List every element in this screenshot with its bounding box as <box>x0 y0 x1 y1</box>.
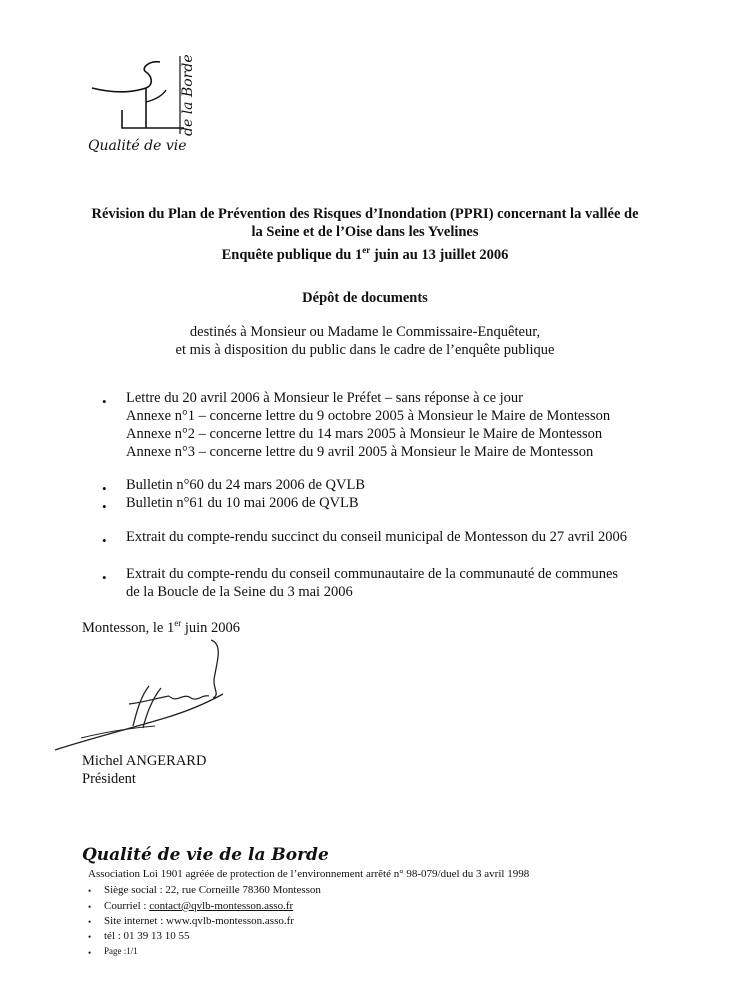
footer-legal: Association Loi 1901 agréée de protection de l’environnement arrêté n° 98-079/duel du 3 avril 1998 <box>88 868 530 880</box>
document-title-line1: Révision du Plan de Prévention des Risques d’Inondation (PPRI) concernant la vallée de <box>91 206 639 222</box>
list-item: Extrait du compte-rendu du conseil communautaire de la communauté de communes <box>126 566 619 582</box>
bullet-icon: • <box>102 394 107 409</box>
footer-page-number: Page :1/1 <box>104 946 138 956</box>
footer-address: Siège social : 22, rue Corneille 78360 Montesson <box>104 884 321 896</box>
footer-website: Site internet : www.qvlb-montesson.asso.fr <box>104 915 294 927</box>
bullet-icon: • <box>102 481 107 496</box>
document-subtitle: Dépôt de documents <box>302 290 428 306</box>
annex-item: Annexe n°2 – concerne lettre du 14 mars 2005 à Monsieur le Maire de Montesson <box>126 426 603 442</box>
bullet-icon: • <box>102 570 107 585</box>
handwritten-signature <box>45 632 245 757</box>
bullet-icon: • <box>88 948 92 958</box>
bullet-icon: • <box>88 886 92 896</box>
footer-email-label: Courriel : contact@qvlb-montesson.asso.fr <box>104 900 294 912</box>
intro-line2: et mis à disposition du public dans le cadre de l’enquête publique <box>175 342 555 358</box>
footer-phone: tél : 01 39 13 10 55 <box>104 930 190 942</box>
list-item-continued: de la Boucle de la Seine du 3 mai 2006 <box>126 584 353 600</box>
bullet-icon: • <box>88 932 92 942</box>
bullet-icon: • <box>102 499 107 514</box>
place-date-pre: Montesson, le 1 <box>82 619 175 636</box>
list-item: Bulletin n°60 du 24 mars 2006 de QVLB <box>126 477 365 493</box>
footer-email-address[interactable]: contact@qvlb-montesson.asso.fr <box>149 900 294 912</box>
signer-role: Président <box>82 771 136 787</box>
place-date-post: juin 2006 <box>181 619 241 636</box>
list-item: Extrait du compte-rendu succinct du conseil municipal de Montesson du 27 avril 2006 <box>126 529 627 545</box>
list-item: Lettre du 20 avril 2006 à Monsieur le Préfet – sans réponse à ce jour <box>126 390 524 406</box>
footer-email <box>104 900 293 912</box>
association-logo <box>88 50 200 158</box>
signer <box>82 752 206 788</box>
intro-line1: destinés à Monsieur ou Madame le Commissaire-Enquêteur, <box>189 324 541 340</box>
bullet-icon: • <box>102 533 107 548</box>
annex-item: Annexe n°1 – concerne lettre du 9 octobre 2005 à Monsieur le Maire de Montesson <box>126 408 611 424</box>
bullet-icon: • <box>88 917 92 927</box>
document-title-line3 <box>40 240 690 265</box>
title-line3-sup: er <box>362 245 371 255</box>
document-title-line2: la Seine et de l’Oise dans les Yvelines <box>251 224 479 240</box>
signer-name: Michel ANGERARD <box>82 753 207 769</box>
logo-drawing <box>88 50 188 140</box>
footer-org-name: Qualité de vie de la Borde <box>82 845 329 865</box>
bullet-icon: • <box>88 902 92 912</box>
annex-item: Annexe n°3 – concerne lettre du 9 avril 2005 à Monsieur le Maire de Montesson <box>126 444 594 460</box>
title-line3-pre: Enquête publique du 1 <box>221 246 363 263</box>
logo-vertical-text: de la Borde <box>180 54 196 136</box>
place-date-sup: er <box>174 618 182 628</box>
title-line3-post: juin au 13 juillet 2006 <box>370 246 509 263</box>
list-item: Bulletin n°61 du 10 mai 2006 de QVLB <box>126 495 359 511</box>
logo-tagline: Qualité de vie <box>88 138 187 154</box>
